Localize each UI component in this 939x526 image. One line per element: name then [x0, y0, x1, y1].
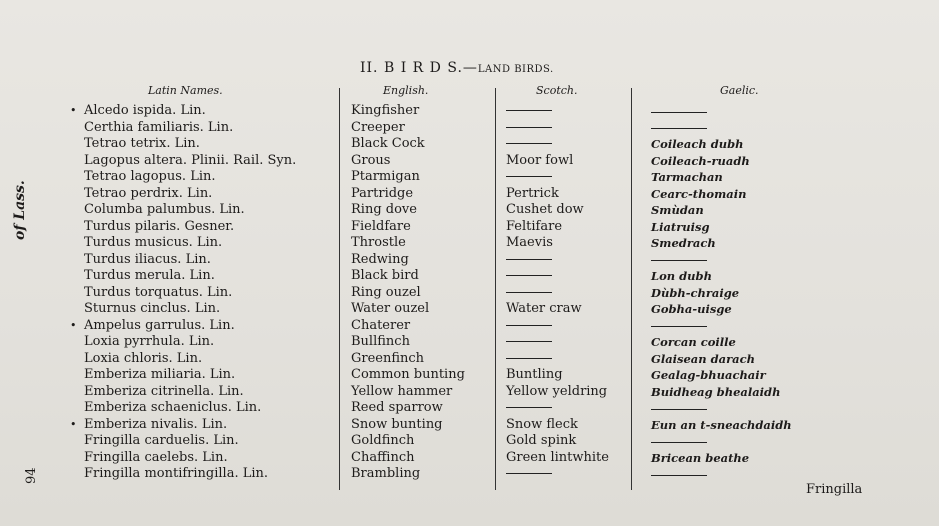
latin-cell: [84, 235, 296, 252]
english-name: Goldfinch: [351, 433, 415, 448]
english-cell: [351, 268, 465, 285]
english-name: Grous: [351, 152, 391, 168]
english-name: Greenfinch: [351, 350, 425, 366]
english-name: Chaterer: [351, 317, 411, 333]
scotch-column: [506, 103, 609, 483]
blank-dash: [651, 260, 707, 261]
latin-cell: [84, 153, 296, 170]
latin-name: Tetrao tetrix. Lin.: [84, 136, 200, 151]
scotch-name: Green lintwhite: [506, 449, 609, 465]
blank-dash: [651, 112, 707, 113]
blank-dash: [506, 143, 552, 144]
gaelic-name: Buidheag bhealaidh: [651, 384, 781, 399]
english-name: Throstle: [351, 235, 406, 250]
header-english: English.: [383, 84, 429, 97]
scotch-cell: [506, 351, 609, 368]
blank-dash: [506, 407, 552, 408]
latin-cell: [84, 120, 296, 137]
gaelic-cell: [651, 219, 792, 236]
header-scotch: Scotch.: [536, 84, 578, 97]
latin-name: Turdus torquatus. Lin.: [84, 284, 233, 300]
gaelic-name: Tarmachan: [651, 170, 723, 184]
latin-name: Tetrao lagopus. Lin.: [84, 169, 216, 184]
english-cell: [351, 384, 465, 401]
english-name: Black bird: [351, 268, 419, 283]
english-cell: [351, 153, 465, 170]
gaelic-name: Smedrach: [651, 236, 716, 250]
latin-cell: [84, 136, 296, 153]
english-cell: [351, 367, 465, 384]
latin-cell: [84, 169, 296, 186]
latin-cell: [84, 252, 296, 269]
english-cell: [351, 169, 465, 186]
gaelic-name: Dùbh-chraige: [651, 285, 740, 300]
gaelic-cell: [651, 301, 792, 318]
english-name: Yellow hammer: [351, 383, 453, 399]
english-cell: [351, 202, 465, 219]
gaelic-cell: [651, 186, 792, 203]
gaelic-cell: [651, 384, 792, 401]
gaelic-name: Cearc-thomain: [651, 186, 747, 201]
blank-dash: [506, 127, 552, 128]
scotch-cell: [506, 169, 609, 186]
scotch-name: Maevis: [506, 235, 553, 250]
scotch-cell: [506, 450, 609, 467]
blank-dash: [651, 442, 707, 443]
scotch-cell: [506, 433, 609, 450]
gaelic-name: Coileach dubh: [651, 137, 744, 151]
latin-name: Turdus merula. Lin.: [84, 268, 215, 283]
gaelic-name: Corcan coille: [651, 335, 736, 349]
blank-dash: [506, 292, 552, 293]
scotch-cell: [506, 202, 609, 219]
latin-cell: [84, 384, 296, 401]
page-number: 94: [24, 467, 39, 484]
title-sub: LAND BIRDS.: [477, 64, 554, 75]
scotch-cell: [506, 466, 609, 483]
gaelic-cell: [651, 334, 792, 351]
gaelic-cell: [651, 169, 792, 186]
blank-dash: [651, 409, 707, 410]
column-rule: [339, 88, 340, 490]
scotch-cell: [506, 318, 609, 335]
scotch-cell: [506, 400, 609, 417]
scotch-name: Yellow yeldring: [506, 383, 608, 399]
latin-name: Alcedo ispida. Lin.: [84, 103, 206, 118]
latin-cell: [84, 268, 296, 285]
english-cell: [351, 219, 465, 236]
scotch-cell: [506, 103, 609, 120]
latin-name: Loxia pyrrhula. Lin.: [84, 334, 215, 349]
scotch-name: Water craw: [506, 301, 582, 316]
gaelic-cell: [651, 202, 792, 219]
blank-dash: [651, 128, 707, 129]
gaelic-name: Liatruisg: [651, 219, 710, 234]
gaelic-cell: [651, 400, 792, 417]
blank-dash: [506, 473, 552, 474]
latin-name: Emberiza miliaria. Lin.: [84, 367, 236, 382]
blank-dash: [506, 176, 552, 177]
gaelic-name: Smùdan: [651, 203, 704, 217]
page-title: [360, 60, 554, 76]
gaelic-cell: [651, 153, 792, 170]
english-cell: [351, 120, 465, 137]
english-cell: [351, 466, 465, 483]
latin-name: Emberiza schaeniclus. Lin.: [84, 400, 262, 415]
english-cell: [351, 351, 465, 368]
latin-cell: [70, 317, 296, 335]
header-gaelic: Gaelic.: [720, 84, 759, 97]
english-name: Ptarmigan: [351, 169, 420, 184]
scotch-cell: [506, 219, 609, 236]
english-name: Black Cock: [351, 136, 425, 151]
blank-dash: [506, 110, 552, 111]
margin-note: of Lass.: [12, 180, 28, 240]
gaelic-cell: [651, 136, 792, 153]
latin-name: Emberiza nivalis. Lin.: [84, 416, 228, 432]
english-cell: [351, 400, 465, 417]
english-name: Ring dove: [351, 202, 417, 217]
latin-name: Sturnus cinclus. Lin.: [84, 301, 221, 316]
gaelic-cell: [651, 367, 792, 384]
gaelic-name: Gobha-uisge: [651, 302, 732, 316]
scotch-cell: [506, 268, 609, 285]
english-name: Snow bunting: [351, 416, 443, 432]
scotch-cell: [506, 384, 609, 401]
latin-cell: [84, 351, 296, 368]
scotch-name: Pertrick: [506, 185, 559, 201]
latin-cell: [84, 450, 296, 467]
english-name: Bullfinch: [351, 334, 410, 349]
scotch-name: Feltifare: [506, 218, 563, 234]
blank-dash: [651, 326, 707, 327]
gaelic-cell: [651, 318, 792, 335]
scotch-name: Snow fleck: [506, 416, 578, 432]
latin-name: Fringilla carduelis. Lin.: [84, 433, 239, 448]
gaelic-name: Bricean beathe: [651, 450, 750, 465]
gaelic-name: Lon dubh: [651, 269, 712, 283]
english-name: Brambling: [351, 466, 421, 481]
english-name: Kingfisher: [351, 103, 420, 118]
scotch-name: Gold spink: [506, 433, 577, 448]
english-cell: [351, 285, 465, 302]
latin-name: Turdus iliacus. Lin.: [84, 251, 211, 267]
english-name: Redwing: [351, 251, 409, 267]
latin-cell: [84, 400, 296, 417]
scotch-cell: [506, 285, 609, 302]
gaelic-cell: [651, 417, 792, 434]
latin-cell: [70, 416, 296, 434]
latin-column: [70, 103, 297, 483]
english-name: Reed sparrow: [351, 400, 443, 415]
english-name: Creeper: [351, 119, 405, 135]
latin-name: Turdus musicus. Lin.: [84, 235, 223, 250]
gaelic-name: Coileach-ruadh: [651, 153, 750, 168]
scotch-cell: [506, 252, 609, 269]
blank-dash: [506, 275, 552, 276]
english-name: Common bunting: [351, 367, 465, 382]
latin-cell: [84, 367, 296, 384]
gaelic-name: Eun an t-sneachdaidh: [651, 417, 792, 432]
english-name: Water ouzel: [351, 301, 430, 316]
bullet-marker: •: [70, 318, 77, 332]
blank-dash: [506, 341, 552, 342]
latin-name: Emberiza citrinella. Lin.: [84, 383, 244, 399]
gaelic-column: [651, 103, 792, 483]
bullet-marker: •: [70, 417, 77, 431]
latin-name: Tetrao perdrix. Lin.: [84, 185, 213, 201]
latin-cell: [84, 285, 296, 302]
gaelic-cell: [651, 252, 792, 269]
bullet-marker: •: [70, 104, 77, 117]
latin-name: Certhia familiaris. Lin.: [84, 119, 234, 135]
blank-dash: [506, 358, 552, 359]
header-latin: Latin Names.: [148, 84, 223, 97]
scotch-cell: [506, 186, 609, 203]
english-cell: [351, 136, 465, 153]
gaelic-cell: [651, 268, 792, 285]
english-name: Ring ouzel: [351, 284, 421, 300]
latin-cell: [70, 103, 296, 120]
latin-name: Loxia chloris. Lin.: [84, 350, 203, 366]
latin-name: Turdus pilaris. Gesner.: [84, 218, 235, 234]
column-rule: [495, 88, 496, 490]
latin-name: Columba palumbus. Lin.: [84, 202, 245, 217]
english-cell: [351, 252, 465, 269]
latin-cell: [84, 433, 296, 450]
english-cell: [351, 318, 465, 335]
scotch-cell: [506, 367, 609, 384]
english-cell: [351, 433, 465, 450]
english-cell: [351, 235, 465, 252]
scotch-cell: [506, 120, 609, 137]
gaelic-cell: [651, 466, 792, 483]
blank-dash: [651, 475, 707, 476]
catchword: Fringilla: [806, 482, 863, 497]
scotch-cell: [506, 334, 609, 351]
gaelic-cell: [651, 120, 792, 137]
gaelic-cell: [651, 235, 792, 252]
latin-name: Lagopus altera. Plinii. Rail. Syn.: [84, 152, 297, 168]
scotch-cell: [506, 136, 609, 153]
english-cell: [351, 103, 465, 120]
latin-cell: [84, 202, 296, 219]
scotch-name: Moor fowl: [506, 152, 574, 168]
latin-name: Fringilla caelebs. Lin.: [84, 449, 228, 465]
gaelic-name: Glaisean darach: [651, 351, 755, 366]
scotch-cell: [506, 153, 609, 170]
scotch-cell: [506, 235, 609, 252]
scotch-cell: [506, 417, 609, 434]
gaelic-cell: [651, 433, 792, 450]
blank-dash: [506, 259, 552, 260]
english-cell: [351, 186, 465, 203]
title-main: II. B I R D S.—: [360, 60, 478, 76]
scotch-name: Cushet dow: [506, 202, 584, 217]
latin-name: Fringilla montifringilla. Lin.: [84, 466, 269, 481]
english-cell: [351, 301, 465, 318]
english-name: Chaffinch: [351, 449, 415, 465]
english-column: [351, 103, 465, 483]
gaelic-cell: [651, 351, 792, 368]
gaelic-name: Gealag-bhuachair: [651, 368, 766, 382]
latin-cell: [84, 334, 296, 351]
scotch-cell: [506, 301, 609, 318]
latin-cell: [84, 466, 296, 483]
gaelic-cell: [651, 450, 792, 467]
latin-cell: [84, 301, 296, 318]
column-rule: [631, 88, 632, 490]
gaelic-cell: [651, 285, 792, 302]
english-name: Partridge: [351, 185, 414, 201]
english-name: Fieldfare: [351, 218, 411, 234]
english-cell: [351, 334, 465, 351]
latin-name: Ampelus garrulus. Lin.: [84, 317, 235, 333]
gaelic-cell: [651, 103, 792, 120]
blank-dash: [506, 325, 552, 326]
latin-cell: [84, 186, 296, 203]
scotch-name: Buntling: [506, 367, 563, 382]
english-cell: [351, 417, 465, 434]
latin-cell: [84, 219, 296, 236]
english-cell: [351, 450, 465, 467]
